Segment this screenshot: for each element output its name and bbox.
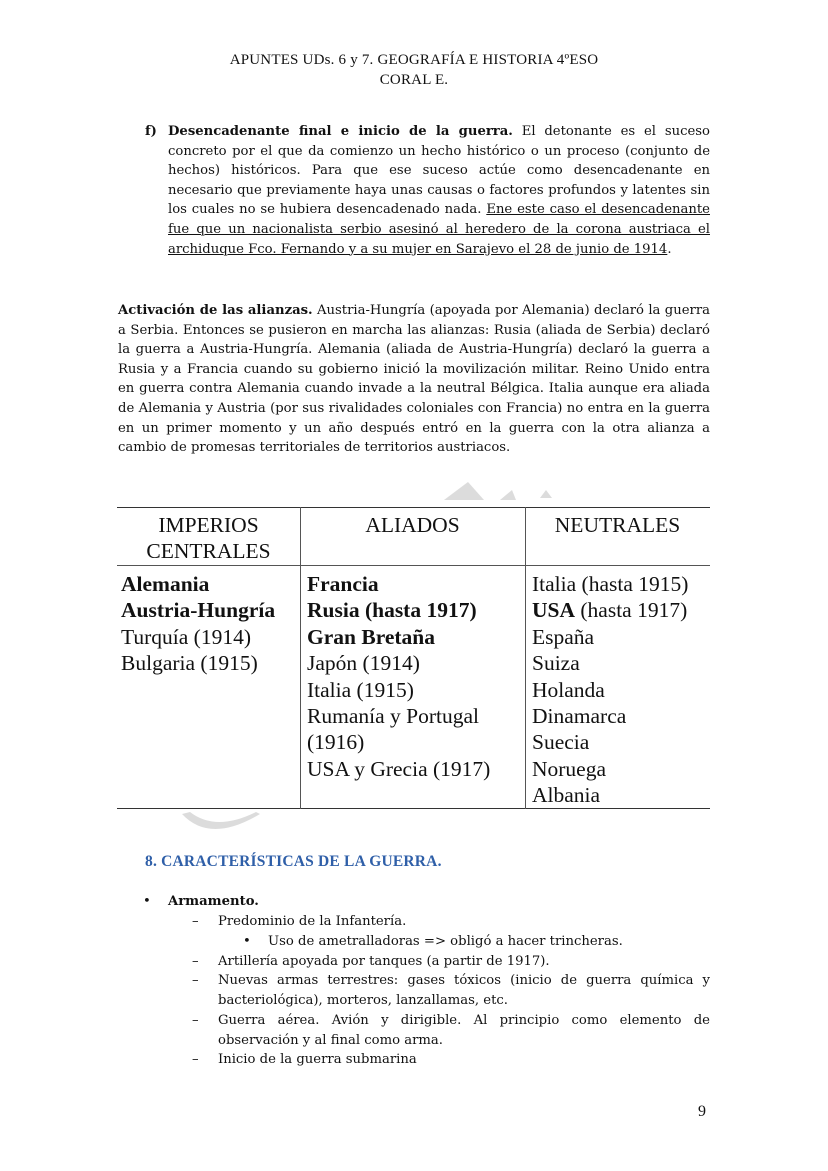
armament-title: Armamento. [168, 894, 259, 909]
section-f-paragraph [168, 122, 710, 259]
alliances-body: Austria-Hungría (apoyada por Alemania) declaró la guerra a Serbia. Entonces se pusieron en marcha las alianzas: Rusia (aliada de Serbia) declaró la guerra a Austria-Hungría. Alemania (aliada de Austria-Hungría) declaró la guerra a Rusia y a Francia cuando su gobierno inició la movilización militar. Reino Unido entra en guerra contra Alemania cuando invade a la neutral Bélgica. Italia aunque era aliada de Alemania y Austria (por sus rivalidades coloniales con Francia) no entra en la guerra en un primer momento y un año después entró en la guerra con la otra alianza a cambio de promesas territoriales de territorios austriacos. [118, 303, 710, 456]
table-cell-bold: USA [532, 598, 576, 623]
header-allies: ALIADOS [365, 513, 460, 537]
table-cell: Noruega [532, 756, 607, 781]
header-author: CORAL E. [379, 72, 449, 88]
header-neutral: NEUTRALES [554, 513, 681, 537]
table-cell: Dinamarca [532, 704, 627, 729]
alliances-title: Activación de las alianzas. [118, 303, 313, 318]
table-cell: USA (hasta 1917) [532, 598, 688, 623]
list-item: Inicio de la guerra submarina [218, 1052, 417, 1067]
section-f-marker: f) [145, 124, 157, 139]
list-dash: – [192, 954, 199, 969]
watermark-shape-bottom [180, 810, 270, 840]
table-cell: (1916) [307, 730, 365, 755]
table-cell: Suiza [532, 651, 580, 676]
list-item: Artillería apoyada por tanques (a partir de 1917). [218, 954, 550, 969]
table-cell: Alemania [121, 572, 210, 596]
section-f-title: Desencadenante final e inicio de la guerra. [168, 124, 513, 139]
section-f-body: El detonante es el suceso concreto por el que da comienzo un hecho histórico o un proceso (conjunto de hechos) históricos. Para que ese suceso actúe como desencadenante en necesario que previamente haya unas causas o factores profundos y latentes sin los cuales no se hubiera desencadenado nada. [168, 124, 710, 218]
table-col-divider-2 [525, 507, 526, 809]
table-cell: Turquía (1914) [121, 624, 251, 649]
table-cell: USA y Grecia (1917) [307, 756, 491, 781]
table-header-central [117, 512, 300, 565]
table-column-neutral [532, 571, 688, 809]
table-col-divider-1 [300, 507, 301, 809]
table-header-rule [117, 565, 710, 566]
table-header-neutral [525, 512, 710, 538]
list-item: Nuevas armas terrestres: gases tóxicos (inicio de guerra química y bacteriológica), morteros, lanzallamas, etc. [218, 973, 710, 1008]
table-cell: Suecia [532, 730, 590, 755]
list-dash: – [192, 1052, 199, 1067]
list-dash: – [192, 1013, 199, 1028]
header-title: APUNTES UDs. 6 y 7. GEOGRAFÍA E HISTORIA 4ºESO [229, 52, 599, 68]
table-cell: Albania [532, 783, 601, 808]
list-dash: – [192, 973, 199, 988]
alliances-paragraph [118, 301, 710, 458]
table-cell: Italia (1915) [307, 677, 414, 702]
table-cell: Italia (hasta 1915) [532, 572, 689, 596]
watermark-shape-top [440, 476, 560, 502]
table-cell: Austria-Hungría [121, 598, 276, 623]
table-column-allies [307, 571, 490, 782]
table-cell: Rusia (hasta 1917) [307, 598, 477, 623]
page-number: 9 [698, 1103, 706, 1120]
armament-bullet: • [143, 894, 151, 909]
sub-bullet: • [243, 934, 251, 949]
list-item: Guerra aérea. Avión y dirigible. Al principio como elemento de observación y al final como arma. [218, 1013, 710, 1048]
header-central-line2: CENTRALES [146, 539, 271, 564]
table-cell: España [532, 624, 595, 649]
table-cell: Bulgaria (1915) [121, 651, 258, 676]
table-cell: Francia [307, 572, 379, 596]
section-f-end: . [667, 241, 672, 257]
list-dash: – [192, 914, 199, 929]
table-header-allies [300, 512, 525, 538]
section-f-underlined: Ene este caso el desencadenante fue que un nacionalista serbio asesinó al heredero de la corona austriaca el archiduque Fco. Fernando y a su mujer en Sarajevo el 28 de junio de 1914 [168, 202, 710, 257]
list-item: Predominio de la Infantería. [218, 914, 407, 929]
table-cell: Holanda [532, 677, 605, 702]
header-central-line1: IMPERIOS [158, 513, 259, 537]
table-cell: Rumanía y Portugal [307, 704, 479, 729]
list-item: Uso de ametralladoras => obligó a hacer trincheras. [268, 934, 623, 949]
document-header [0, 50, 828, 90]
table-cell: Japón (1914) [307, 651, 420, 676]
table-top-rule [117, 507, 710, 508]
alliances-table [117, 507, 710, 809]
section-8-heading: 8. CARACTERÍSTICAS DE LA GUERRA. [145, 853, 442, 870]
table-cell: Gran Bretaña [307, 624, 436, 649]
table-column-central [121, 571, 275, 677]
